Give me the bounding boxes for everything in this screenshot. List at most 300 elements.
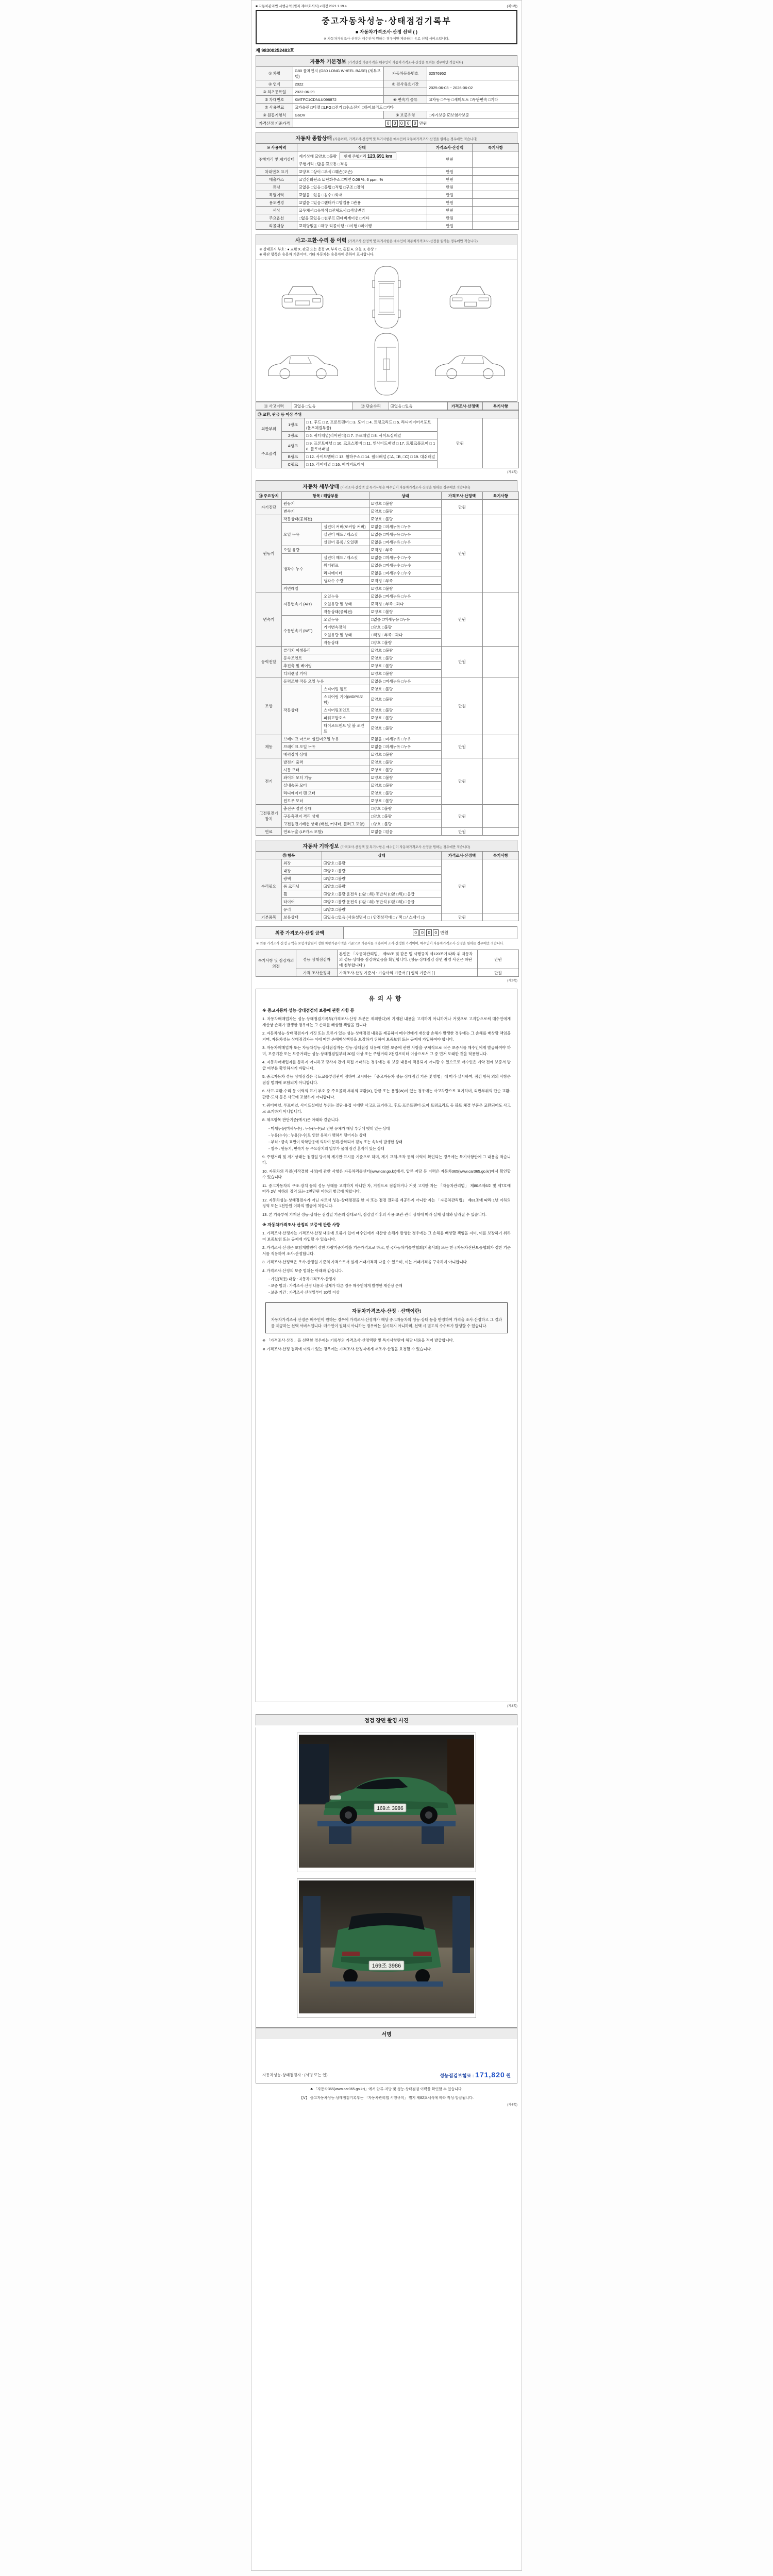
summary-row [256,214,519,222]
notices-box [256,989,517,1702]
footer-line-1: ♣ 「자동차365(www.car365.go.kr)」에서 압류·저당 및 성능·상태점검 이력을 확인할 수 있습니다. [310,2088,463,2091]
device-group-cell: 제동 [256,735,282,758]
current-mileage-box: 현재 주행거리 123,691 km [340,152,396,160]
photo-front-image [299,1735,474,1868]
item-cell: 배력장치 상태 [282,751,369,758]
state-cell: ☑적정 □부족 [369,577,442,585]
accident-part-row [256,418,519,432]
remarks-cell [483,647,519,677]
basic-row-2 [256,80,519,88]
summary-col-remarks: 특기사항 [473,144,519,151]
item-cell: 발전기 출력 [282,758,369,766]
year-value: 2022 [293,80,384,88]
state-cell: ☑일산화탄소 ☑탄화수소 □매연 0.06 %, 6 ppm, % [297,176,427,183]
etc-group-cell: 기본품목 [256,913,282,921]
notice-paragraph: 4. 가격조사·산정의 보증 범위는 아래와 같습니다. [262,1268,343,1273]
opinion-table [256,950,519,977]
basic-row-1 [256,67,519,80]
usage-label-cell: 주요옵션 [256,214,297,222]
basic-info-header [256,55,517,66]
reg-no-label: 자동차등록번호 [384,67,427,80]
remarks-cell [483,515,519,592]
remarks-cell [473,168,519,176]
item-cell: 광택 [282,875,322,883]
summary-row [256,168,519,176]
remarks-cell [473,207,519,214]
subitem-cell: 워터펌프 [322,562,369,569]
etc-table [256,851,519,921]
notices-title: 유의사항 [368,996,405,1002]
price-cell: 만원 [442,735,483,758]
state-cell: □양호 □불량 [369,623,442,631]
summary-row [256,151,519,168]
item-cell: 연료누출 (LP가스 포함) [282,828,369,836]
notices-tail-1: ※ 「가격조사·산정」을 선택한 경우에는 기록부의 가격조사·산정액란 및 특기사항란에 해당 내용을 적어 발급합니다. [262,1338,454,1343]
inspection-period-label-cont [384,88,427,96]
notice-paragraph: 5. 중고자동차 성능·상태점검은 국토교통부장관이 정하여 고시하는 「중고자동차 성능·상태점검 기준 및 방법」에 따라 실시하며, 점검 항목 외의 사항은 점검 범위에 포함되지 아니합니다. [262,1074,511,1085]
subitem-cell: 냉각수 수량 [322,577,369,585]
appraiser-opinion-text: 가격조사·산정 기준서 : 기술사회 기준서 [ ] 협회 기준서 [ ] [338,969,478,977]
remarks-cell [483,859,519,913]
notice-paragraph: - 침수 : 원동기, 변속기 등 주요장치의 일부가 물에 잠긴 흔적이 있는 상태 [268,1146,384,1151]
item-cell: 커먼레일 [282,585,369,592]
state-cell: ☑양호 □불량 [369,500,442,507]
subitem-cell: 스티어링조인트 [322,706,369,714]
detail-table [256,492,519,836]
summary-row [256,191,519,199]
item-cell: 오일 유량 [282,546,369,554]
car-right-side-diagram [432,348,509,380]
state-cell: ☑양호 □불량 [369,654,442,662]
state-cell: ☑양호 □불량 [369,670,442,677]
price-cell: 만원 [442,805,483,828]
rank-label-cell: 2랭크 [282,432,305,439]
page-marker-3: (제3쪽) [507,1704,517,1708]
notice-paragraph: - 부식 : 금속 표면이 화학반응에 의하여 분해·산화되어 겉녹 또는 속녹이 발생한 상태 [268,1139,402,1144]
state-cell: ☑양호 □불량 운전석 (□앞 □뒤) 동반석 (□앞 □뒤) □응급 [322,898,442,906]
part-group-cell: 외판부위 [256,418,282,439]
rank-label-cell: 1랭크 [282,418,305,432]
state-cell: ☑적정 □부족 [369,546,442,554]
simple-repair-label: ⑫ 단순수리 [353,402,389,410]
panel-items-cell: □ 9. 프론트패널 □ 10. 크로스멤버 □ 11. 인사이드패널 □ 17. 트렁크플로어 □ 18. 플로어패널 [305,439,438,453]
item-cell: 시동 모터 [282,766,369,774]
item-cell: 룸 크리닝 [282,883,322,890]
item-cell: 냉각수 누수 [282,554,322,585]
inspection-period-value: 2025-06-03 ~ 2026-06-02 [427,80,519,96]
appraiser-price-cell: 만원 [478,969,519,977]
basic-info-title: 자동차 기본정보 [310,59,346,65]
inspector-opinion-text: 본인은 「자동차관리법」 제58조 및 같은 법 시행규칙 제120조에 따라 위 자동차의 성능·상태를 점검하였음을 확인합니다. (성능·상태점검 장면 촬영 사진은 하단에 첨부합니다.) [338,950,478,969]
subitem-cell: 스티어링 펌프 [322,685,369,693]
current-mileage-value: 123,691 km [367,153,393,159]
signature-line: 자동차성능·상태점검자 : (서명 또는 인) [262,2073,328,2077]
remarks-cell [483,758,519,805]
summary-row [256,176,519,183]
price-digit-box: 0 [392,120,398,127]
subitem-cell: 오일누유 [322,592,369,600]
remarks-cell [473,183,519,191]
etc-col-item: ⑮ 항목 [256,852,322,859]
subitem-cell: 실린더 블록 / 오일팬 [322,538,369,546]
etc-header [256,840,517,851]
item-cell: 브레이크 오일 누유 [282,743,369,751]
remarks-cell [473,151,519,168]
notice-paragraph: - 보증 기간 : 가격조사·산정일부터 30일 이상 [268,1290,340,1295]
summary-header-row [256,144,519,151]
signature-header [256,2028,517,2039]
etc-col-state: 상태 [322,852,442,859]
item-cell: 윈도우 모터 [282,797,369,805]
summary-row [256,183,519,191]
vin-value: KMTFC1CDNLU098872 [293,96,384,104]
remarks-cell [483,500,519,515]
highlight-body: 자동차가격조사·산정은 매수인이 원하는 경우에 가격조사·산정자가 해당 중고자동차의 성능·상태 등을 반영하여 가격을 조사·산정하고 그 결과를 제공하는 선택 서비스입니다. 매수인이 원하지 아니하는 경우에는 실시하지 아니하며, 선택 시 별도의 수수료가 발생할 수 있습니다. [271,1317,502,1328]
usage-label-cell: 리콜대상 [256,222,297,230]
detail-body [256,500,519,836]
detail-col-remarks: 특기사항 [483,492,519,500]
state-cell: ☑없음 □미세누유 □누유 [369,531,442,538]
summary-col-price: 가격조사·산정액 [427,144,473,151]
etc-row [256,913,519,921]
page-no: (제1쪽) [507,5,517,8]
notice-paragraph: 3. 가격조사·산정액은 조사·산정일 기준의 가격으로서 실제 거래가격과 다를 수 있으며, 이는 거래가격을 구속하지 아니합니다. [262,1260,468,1264]
notice-paragraph: 1. 자동차매매업자는 성능·상태점검기록부(가격조사·산정 부분은 제외한다)에 기재된 내용을 고지하지 아니하거나 거짓으로 고지함으로써 매수인에게 재산상 손해가 발생한 경우에는 그 손해를 배상할 책임을 집니다. [262,1016,511,1027]
accident-legend [256,245,517,260]
year-label: ② 연식 [256,80,293,88]
summary-col-usage: ⑩ 사용이력 [256,144,297,151]
page-marker-4: (제4쪽) [507,2103,517,2107]
remarks-cell [483,677,519,735]
price-digit-box: 0 [412,120,418,127]
final-price-unit: 만원 [440,930,448,935]
panel-items-cell: □ 12. 사이드멤버 □ 13. 휠하우스 □ 14. 필러패널 (□A, □B, □C) □ 19. 대쉬패널 [305,453,438,461]
summary-header [256,132,517,143]
detail-row [256,500,519,507]
price-digit-box: 0 [419,929,425,936]
remarks-cell [483,418,519,468]
car-bottom-diagram [371,331,402,397]
notices-tail-2: ※ 가격조사·산정 결과에 이의가 있는 경우에는 가격조사·산정자에게 재조사·산정을 요청할 수 있습니다. [262,1346,432,1351]
signature-title: 서명 [381,2032,392,2038]
vin-label: ⑤ 차대번호 [256,96,293,104]
transmission-label: ⑥ 변속기 종류 [384,96,427,104]
state-cell: ☑적정 □부족 □과다 [369,600,442,608]
item-cell: 작동상태(공회전) [282,515,369,523]
price-cell: 만원 [427,214,473,222]
item-cell: 브레이크 마스터 실린더오일 누유 [282,735,369,743]
state-cell: ☑없음 □있음 □침수 □화재 [297,191,427,199]
notice-paragraph: 4. 자동차매매업자를 통하지 아니하고 당사자 간에 직접 거래하는 경우에는 위 보증 내용이 적용되지 아니할 수 있으므로 매수인은 계약 전에 보증서 발급 여부를 확인하시기 바랍니다. [262,1060,511,1071]
accident-flag-table [256,402,519,410]
detail-col-price: 가격조사·산정액 [442,492,483,500]
state-cell: ☑양호 □불량 [369,662,442,670]
document-title: 중고자동차성능·상태점검기록부 [322,17,451,26]
notice-paragraph: ※ 중고자동차 성능·상태점검의 보증에 관한 사항 등 [262,1008,355,1013]
usage-label-cell: 주행거리 및 계기상태 [256,151,297,168]
page-marker-2: (제2쪽) [507,979,517,982]
accident-parts-title: ⑬ 교환, 판금 등 이상 부위 [256,411,519,418]
notice-paragraph: - 누유(누수) : 누유(누수)로 인한 유체가 맺혀서 떨어지는 상태 [268,1132,366,1138]
subitem-cell: 실린더 헤드 / 개스킷 [322,554,369,562]
remarks-cell [473,199,519,207]
detail-row [256,515,519,523]
state-cell: ☑양호 □불량 [369,714,442,722]
item-cell: 외장 [282,859,322,867]
highlight-title: 자동차가격조사·산정 · 선택이란! [351,1309,422,1314]
inspection-photo-front [297,1733,476,1872]
price-digit-box: 0 [413,929,418,936]
state-cell: ☑양호 □불량 [369,766,442,774]
state-cell: □없음 ☑있음 □썬루프 ☑네비게이션 □기타 [297,214,427,222]
item-cell: 등속조인트 [282,654,369,662]
item-cell: 충전구 절연 상태 [282,805,369,812]
subitem-cell: 타이로드엔드 및 볼 조인트 [322,722,369,735]
detail-row [256,758,519,766]
inspection-period-label: ④ 검사유효기간 [384,80,427,88]
state-cell: ☑양호 □불량 [369,507,442,515]
panel-items-cell: □ 15. 리어패널 □ 16. 패키지트레이 [305,461,438,468]
insurance-fee-value: 171,820 [475,2071,505,2079]
item-cell: 자동변속기 (A/T) [282,592,322,616]
law-reference-line [256,4,517,8]
basic-row-price [256,119,519,128]
state-cell: ☑없음 □미세누수 □누수 [369,554,442,562]
price-cell: 만원 [442,592,483,647]
fuel-label: ⑦ 사용연료 [256,104,293,111]
accident-price-header: 가격조사·산정액 [448,402,483,410]
state-cell: ☑없음 □있음 □불법 □적법 □구조 □장치 [297,183,427,191]
summary-body [256,151,519,230]
item-cell: 작동상태 [282,685,322,735]
insurance-fee [440,2071,511,2079]
basic-row-5 [256,104,519,111]
etc-header-row [256,852,519,859]
photo-front-plate: 169조 3986 [377,1806,404,1811]
item-cell: 타이어 [282,898,322,906]
document-number: 제 98300252483호 [256,48,294,53]
base-price-digits [385,121,418,126]
engine-type-value: G6DV [293,111,384,119]
photos-section [256,1727,517,2028]
inspector-price-cell: 만원 [478,950,519,969]
state-cell: 계기상태 ☑양호 □불량 현재 주행거리 123,691 km 주행거리 □많음 ☑보통 □적음 [297,151,427,168]
insurance-fee-label: 성능점검보험료 : [440,2073,474,2078]
notice-paragraph: 10. 자동차의 리콜(제작결함 시정)에 관한 사항은 자동차리콜센터(www.car.go.kr)에서, 압류·저당 등 이력은 자동차365(www.car365.go.kr)에서 확인할 수 있습니다. [262,1168,511,1179]
accident-remarks-header: 특기사항 [483,402,519,410]
subitem-cell: 오일유량 및 상태 [322,600,369,608]
accident-flag-row [256,402,519,410]
price-cell: 만원 [442,828,483,836]
subitem-cell: 라디에이터 [322,569,369,577]
accident-title: 사고·교환·수리 등 이력 [295,238,347,244]
item-cell: 유리 [282,906,322,913]
subitem-cell: 실린더 커버(로커암 커버) [322,523,369,531]
car-diagrams [256,260,517,402]
state-cell: ☑없음 □있음 □렌터카 □영업용 □관용 [297,199,427,207]
car-rear-diagram [440,279,501,315]
accident-header [256,234,517,245]
state-cell: ☑해당없음 □해당 리콜이행 : □이행 □미이행 [297,222,427,230]
state-cell: ☑양호 □불량 [322,883,442,890]
base-price-value [293,119,519,128]
first-reg-label: ③ 최초등록일 [256,88,293,96]
price-cell: 만원 [427,183,473,191]
summary-title: 자동차 종합상태 [295,136,332,142]
title-box [256,10,517,44]
device-group-cell: 고전원전기장치 [256,805,282,828]
price-digit-box: 0 [399,120,405,127]
state-cell: ☑없음 □미세누유 □누유 [369,743,442,751]
subitem-cell: 기어변속장치 [322,623,369,631]
subitem-cell: 스티어링 기어(MDPS포함) [322,693,369,706]
car-front-diagram [272,279,333,315]
remarks-cell [483,828,519,836]
photo-rear-image [299,1880,474,2013]
device-group-cell: 원동기 [256,515,282,592]
accident-history-label: ⑪ 사고이력 [256,402,292,410]
inspection-document [251,0,522,2571]
item-cell: 변속기 [282,507,369,515]
usage-label-cell: 특별이력 [256,191,297,199]
item-cell: 실내송풍 모터 [282,782,369,789]
notices-list [262,1008,511,1295]
part-group-cell: 주요골격 [256,439,282,468]
notice-paragraph: 7. 쿼터패널, 루프패널, 사이드실패널 부위는 절단·용접 시에만 사고로 표기하고, 후드·프론트펜더·도어·트렁크리드 등 볼트 체결 부품은 교환되어도 사고로 표기하지 아니합니다. [262,1103,511,1114]
law-ref: ■ 자동차관리법 시행규칙 [별지 제82호서식] <개정 2021.1.19.> [256,5,347,8]
signature-box [256,2039,517,2083]
legend-line-2: ※ 하단 항목은 승용차 기준이며, 기타 자동차는 승용차에 준하여 표시합니다. [259,253,375,257]
state-cell: ☑양호 □불량 [369,722,442,735]
opinion-header-cell: 특기사항 및 점검자의 의견 [256,950,296,977]
accident-history-state: ☑없음 □있음 [292,402,353,410]
reg-no-value: 32576952 [427,67,519,80]
state-cell: ☑양호 □불량 [369,758,442,766]
detail-header-row [256,492,519,500]
state-cell: ☑양호 □불량 [369,685,442,693]
state-cell: ☑양호 □불량 [369,782,442,789]
fuel-value: ☑가솔린 □디젤 □LPG □전기 □수소전기 □하이브리드 □기타 [293,104,519,111]
state-cell: ☑없음 □있음 [369,828,442,836]
rank-label-cell: A랭크 [282,439,305,453]
remarks-cell [473,214,519,222]
price-cell: 만원 [442,677,483,735]
device-group-cell: 동력전달 [256,647,282,677]
item-cell: 추진축 및 베어링 [282,662,369,670]
price-cell: 만원 [427,191,473,199]
item-cell: 원동기 [282,500,369,507]
state-cell: □양호 □불량 [369,820,442,828]
state-cell: ☑양호 □불량 [369,751,442,758]
footer-line-2: 【Ⅴ】 중고자동차성능·상태점검기록부는 「자동차관리법 시행규칙」 별지 제82호서식에 따라 작성·발급됩니다. [299,2096,474,2100]
usage-label-cell: 튜닝 [256,183,297,191]
first-reg-value: 2022-06-29 [293,88,384,96]
item-cell: 내장 [282,867,322,875]
remarks-cell [483,735,519,758]
state-cell: □없음 □미세누유 □누유 [369,616,442,623]
etc-group-cell: 수리필요 [256,859,282,913]
notice-paragraph: - 보증 범위 : 가격조사·산정 내용과 실제가 다른 경우 매수인에게 발생한 재산상 손해 [268,1283,402,1288]
price-cell: 만원 [427,151,473,168]
item-cell: 디퍼렌셜 기어 [282,670,369,677]
subitem-cell: 오일유량 및 상태 [322,631,369,639]
state-cell: ☑양호 □불량 [322,906,442,913]
remarks-cell [473,191,519,199]
transmission-value: ☑자동 □수동 □세미오토 □무단변속 □기타 [427,96,519,104]
etc-col-remarks: 특기사항 [483,852,519,859]
summary-row [256,199,519,207]
usage-label-cell: 용도변경 [256,199,297,207]
page-marker-1: (제1쪽) [507,470,517,474]
detail-title: 자동차 세부상태 [303,484,339,490]
device-group-cell: 자기진단 [256,500,282,515]
state-cell: ☑없음 □미세누유 □누유 [369,538,442,546]
engine-type-label: ⑧ 원동기형식 [256,111,293,119]
warranty-label: ⑨ 보증유형 [384,111,427,119]
summary-note: (사용이력, 가격조사·산정액 및 특기사항은 매수인이 자동차가격조사·산정을 원하는 경우에만 적습니다) [333,138,478,141]
state-cell: □적정 □부족 □과다 [369,631,442,639]
state-cell: ☑없음 □미세누유 □누유 [369,735,442,743]
car-name-label: ① 차명 [256,67,293,80]
detail-row [256,828,519,836]
price-digit-box: 0 [433,929,439,936]
state-cell: ☑양호 □상이 □부식 □훼손(오손) [297,168,427,176]
state-cell: ☑양호 □불량 운전석 (□앞 □뒤) 동반석 (□앞 □뒤) □응급 [322,890,442,898]
device-group-cell: 전기 [256,758,282,805]
usage-label-cell: 차대번호 표기 [256,168,297,176]
detail-row [256,735,519,743]
state-cell: ☑없음 □미세누유 □누유 [369,592,442,600]
car-left-side-diagram [264,348,341,380]
price-service-highlight-box [265,1302,508,1333]
basic-info-note: (가격산정 기준가격은 매수인이 자동차가격조사·산정을 원하는 경우에만 적습니다) [347,61,463,64]
notice-paragraph: - 미세누유(미세누수) : 누유(누수)로 인한 유체가 해당 부위에 맺혀 있는 상태 [268,1126,390,1131]
remarks-cell [473,176,519,183]
price-cell: 만원 [442,859,483,913]
remarks-cell [483,913,519,921]
price-cell: 만원 [442,500,483,515]
etc-body [256,859,519,921]
item-cell: 휠 [282,890,322,898]
device-group-cell: 변속기 [256,592,282,647]
detail-note: (가격조사·산정액 및 특기사항은 매수인이 자동차가격조사·산정을 원하는 경우에만 적습니다) [340,486,470,489]
notice-paragraph: - 가입(적용) 대상 : 자동차가격조사·산정자 [268,1277,336,1281]
state-cell: ☑양호 □불량 [369,789,442,797]
etc-title: 자동차 기타정보 [303,844,339,850]
detail-header [256,480,517,492]
item-cell: 구동축전지 격리 상태 [282,812,369,820]
base-price-unit: 만원 [419,121,427,126]
detail-col-device: ⑭ 주요장치 [256,492,282,500]
price-cell: 만원 [427,199,473,207]
inspection-photo-rear [297,1878,476,2018]
notice-paragraph: 2. 가격조사·산정은 보험개발원이 정한 차량기준가액을 기준가격으로 하고, 한국자동차기술인협회(기술사회) 또는 한국자동차진단보증협회가 정한 기준서를 적용하여 조사·산정합니다. [262,1245,511,1256]
usage-label-cell: 색상 [256,207,297,214]
photos-title: 점검 장면 촬영 사진 [364,1718,409,1724]
notice-paragraph: 13. 본 기록부에 기재된 성능·상태는 점검일 기준의 상태로서, 점검일 이후의 사용·보관·관리 상태에 따라 실제 상태와 달라질 수 있습니다. [262,1212,487,1217]
rank-label-cell: B랭크 [282,453,305,461]
state-cell: ☑있음 □없음 (사용설명서 □ / 안전삼각대 □ / 잭 □ / 스패너 □) [322,913,442,921]
state-cell: □양호 □불량 [369,805,442,812]
notice-paragraph: 1. 가격조사·산정자는 가격조사·산정 내용에 오류가 있어 매수인에게 재산상 손해가 발생한 경우에는 그 손해를 배상할 책임을 지며, 이를 보장하기 위하여 보증보험 또는 공제에 가입할 수 있습니다. [262,1231,511,1242]
state-cell: ☑양호 □불량 [322,867,442,875]
state-cell: ☑양호 □불량 [369,647,442,654]
item-cell: 와이퍼 모터 기능 [282,774,369,782]
notice-paragraph: ※ 자동차가격조사·산정의 보증에 관한 사항 [262,1223,340,1227]
state-cell: ☑양호 □불량 [322,875,442,883]
subitem-cell: 실린더 헤드 / 개스킷 [322,531,369,538]
notice-paragraph: 11. 중고자동차의 구조·장치 등의 성능·상태를 고지하지 아니한 자, 거짓으로 점검하거나 거짓 고지한 자는 「자동차관리법」 제80조제6호 및 제7호에 따라 2년 이하의 징역 또는 2천만원 이하의 벌금에 처합니다. [262,1183,511,1194]
